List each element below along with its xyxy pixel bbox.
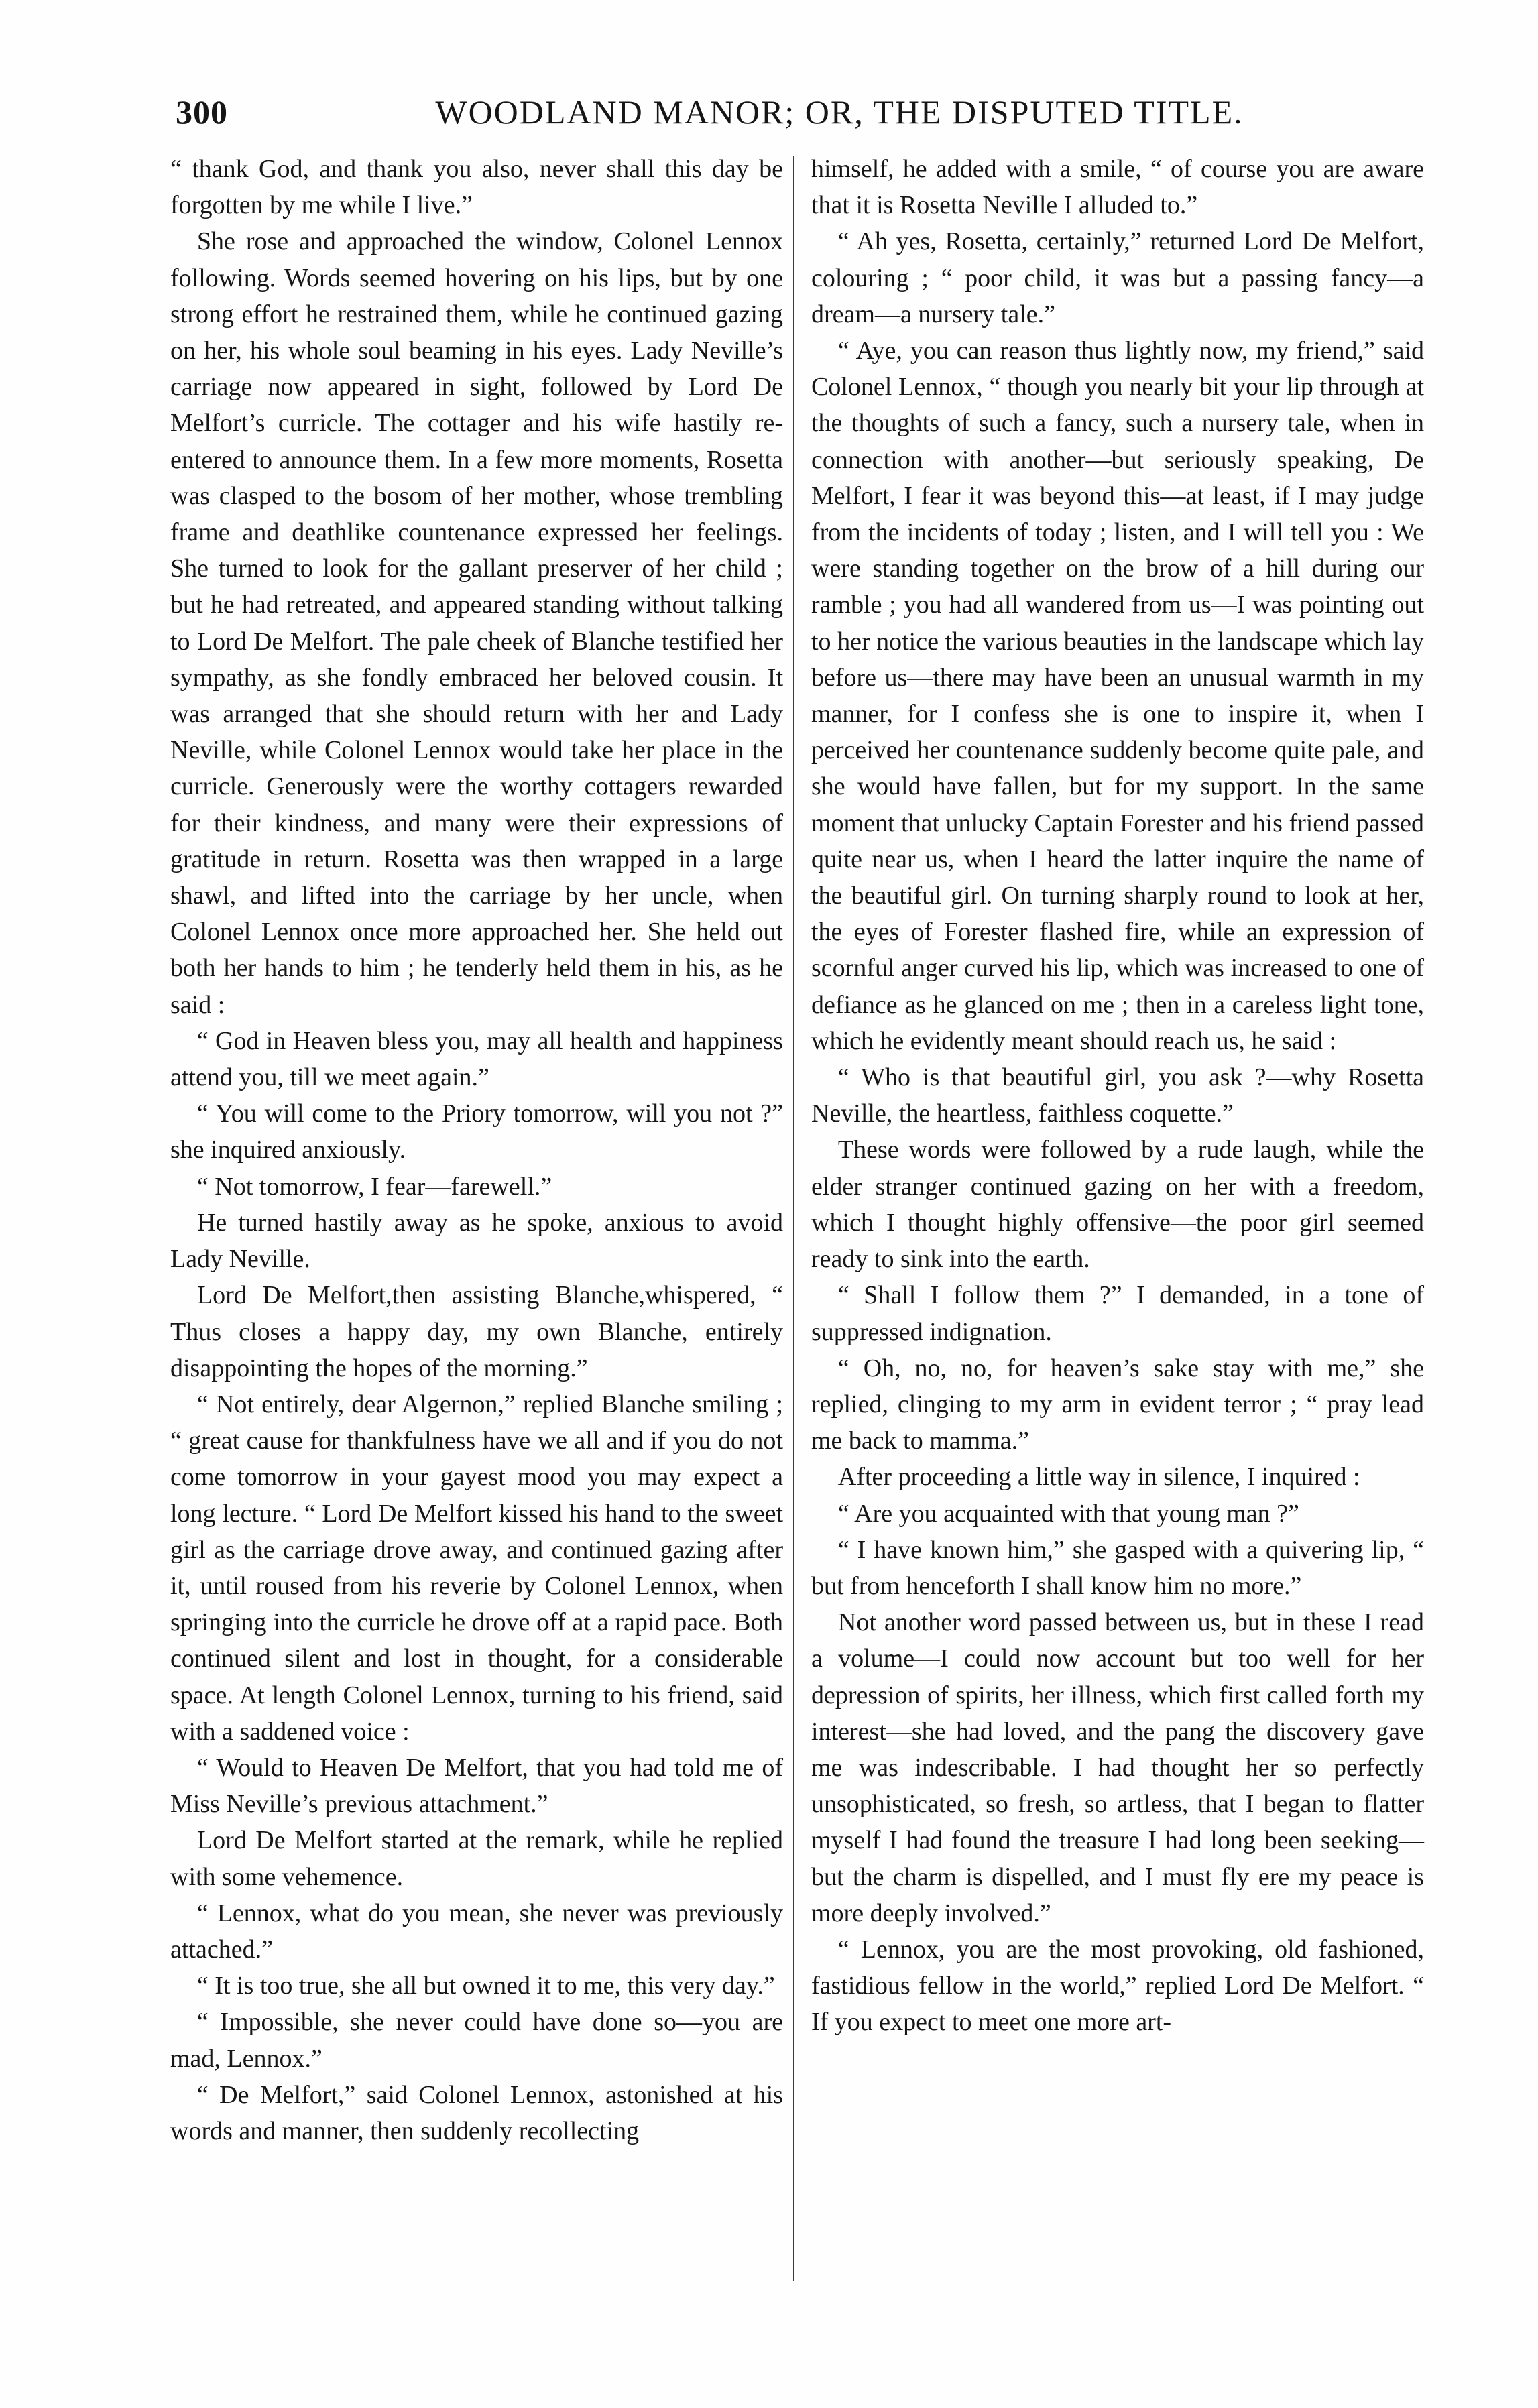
paragraph: “ thank God, and thank you also, never shall this day be forgotten by me while I live.” (170, 155, 783, 220)
paragraph: Not another word passed between us, but in these I read a volume—I could now account but too well for her depression of spirits, her illness, which first called forth my interest—she had loved, and the pang the discovery gave me was indescribable. I had thought her so perfectly unsophisticated, so fresh, so artless, that I began to flatter myself I had found the treasure I had long been seeking—but the charm is dispelled, and I must fly ere my peace is more deeply involved.” (811, 1608, 1424, 1927)
paragraph: “ Ah yes, Rosetta, certainly,” returned Lord De Melfort, colouring ; “ poor child, it was but a passing fancy—a dream—a nursery tale.” (811, 227, 1424, 328)
paragraph: These words were followed by a rude laugh, while the elder stranger continued gazing on her with a freedom, which I thought highly offensive—the poor girl seemed ready to sink into the earth. (811, 1136, 1424, 1274)
paragraph: “ Who is that beautiful girl, you ask ?—why Rosetta Neville, the heartless, faithless coquette.” (811, 1063, 1424, 1128)
paragraph: After proceeding a little way in silence, I inquired : (837, 1463, 1360, 1492)
page-number: 300 (176, 93, 228, 131)
paragraph: “ De Melfort,” said Colonel Lennox, astonished at his words and manner, then suddenly recollecting (170, 2080, 783, 2145)
paragraph: “ Not tomorrow, I fear—farewell.” (196, 1172, 552, 1201)
paragraph: “ Would to Heaven De Melfort, that you had told me of Miss Neville’s previous attachment.” (170, 1753, 783, 1819)
paragraph: “ Impossible, she never could have done so—you are mad, Lennox.” (170, 2008, 783, 2073)
left-text-column (170, 151, 783, 2149)
paragraph: himself, he added with a smile, “ of course you are aware that it is Rosetta Neville I alluded to.” (811, 155, 1424, 220)
right-text-column (811, 151, 1424, 2041)
paragraph: “ You will come to the Priory tomorrow, will you not ?” she inquired anxiously. (170, 1099, 783, 1164)
paragraph: “ I have known him,” she gasped with a quivering lip, “ but from henceforth I shall know him no more.” (811, 1535, 1424, 1600)
paragraph: He turned hastily away as he spoke, anxious to avoid Lady Neville. (170, 1208, 783, 1274)
paragraph: “ Lennox, you are the most provoking, old fashioned, fastidious fellow in the world,” replied Lord De Melfort. “ If you expect to meet one more art- (811, 1935, 1424, 2037)
paragraph: Lord De Melfort started at the remark, while he replied with some vehemence. (170, 1826, 783, 1891)
paragraph: “ It is too true, she all but owned it to me, this very day.” (196, 1972, 775, 2000)
running-title: WOODLAND MANOR; OR, THE DISPUTED TITLE. (435, 93, 1244, 131)
paragraph: “ Shall I follow them ?” I demanded, in a tone of suppressed indignation. (811, 1281, 1424, 1346)
page-header (176, 93, 1429, 146)
paragraph: She rose and approached the window, Colonel Lennox following. Words seemed hovering on his lips, but by one strong effort he restrained them, while he continued gazing on her, his whole soul beaming in his eyes. Lady Neville’s carriage now appeared in sight, followed by Lord De Melfort’s curricle. The cottager and his wife hastily re-entered to announce them. In a few more moments, Rosetta was clasped to the bosom of her mother, whose trembling frame and deathlike countenance expressed her feelings. She turned to look for the gallant preserver of her child ; but he had retreated, and appeared standing without talking to Lord De Melfort. The pale cheek of Blanche testified her sympathy, as she fondly embraced her beloved cousin. It was arranged that she should return with her and Lady Neville, while Colonel Lennox would take her place in the curricle. Generously were the worthy cottagers rewarded for their kindness, and many were their expressions of gratitude in return. Rosetta was then wrapped in a large shawl, and lifted into the carriage by her uncle, when Colonel Lennox once more approached her. She held out both her hands to him ; he tenderly held them in his, as he said : (170, 227, 783, 1019)
paragraph: “ Aye, you can reason thus lightly now, my friend,” said Colonel Lennox, “ though you nearly bit your lip through at the thoughts of such a fancy, such a nursery tale, when in connection with another—but seriously speaking, De Melfort, I fear it was beyond this—at least, if I may judge from the incidents of today ; listen, and I will tell you : We were standing together on the brow of a hill during our ramble ; you had all wandered from us—I was pointing out to her notice the various beauties in the landscape which lay before us—there may have been an unusual warmth in my manner, for I confess she is one to inspire it, when I perceived her countenance suddenly become quite pale, and she would have fallen, but for my support. In the same moment that unlucky Captain Forester and his friend passed quite near us, when I heard the latter inquire the name of the beautiful girl. On turning sharply round to look at her, the eyes of Forester flashed fire, while an expression of scornful anger curved his lip, which was increased to one of defiance as he glanced on me ; then in a careless light tone, which he evidently meant should reach us, he said : (811, 337, 1424, 1055)
paragraph: Lord De Melfort,then assisting Blanche,whispered, “ Thus closes a happy day, my own Blanche, entirely disappointing the hopes of the morning.” (170, 1281, 783, 1382)
paragraph: “ Lennox, what do you mean, she never was previously attached.” (170, 1899, 783, 1964)
column-divider (793, 156, 794, 2281)
paragraph: “ God in Heaven bless you, may all health and happiness attend you, till we meet again.” (170, 1026, 783, 1092)
paragraph: “ Are you acquainted with that young man ?” (837, 1499, 1299, 1528)
paragraph: “ Oh, no, no, for heaven’s sake stay with me,” she replied, clinging to my arm in evident terror ; “ pray lead me back to mamma.” (811, 1353, 1424, 1455)
paragraph: “ Not entirely, dear Algernon,” replied Blanche smiling ; “ great cause for thankfulness have we all and if you do not come tomorrow in your gayest mood you may expect a long lecture. “ Lord De Melfort kissed his hand to the sweet girl as the carriage drove away, and continued gazing after it, until roused from his reverie by Colonel Lennox, when springing into the curricle he drove off at a rapid pace. Both continued silent and lost in thought, for a considerable space. At length Colonel Lennox, turning to his friend, said with a saddened voice : (170, 1390, 783, 1746)
